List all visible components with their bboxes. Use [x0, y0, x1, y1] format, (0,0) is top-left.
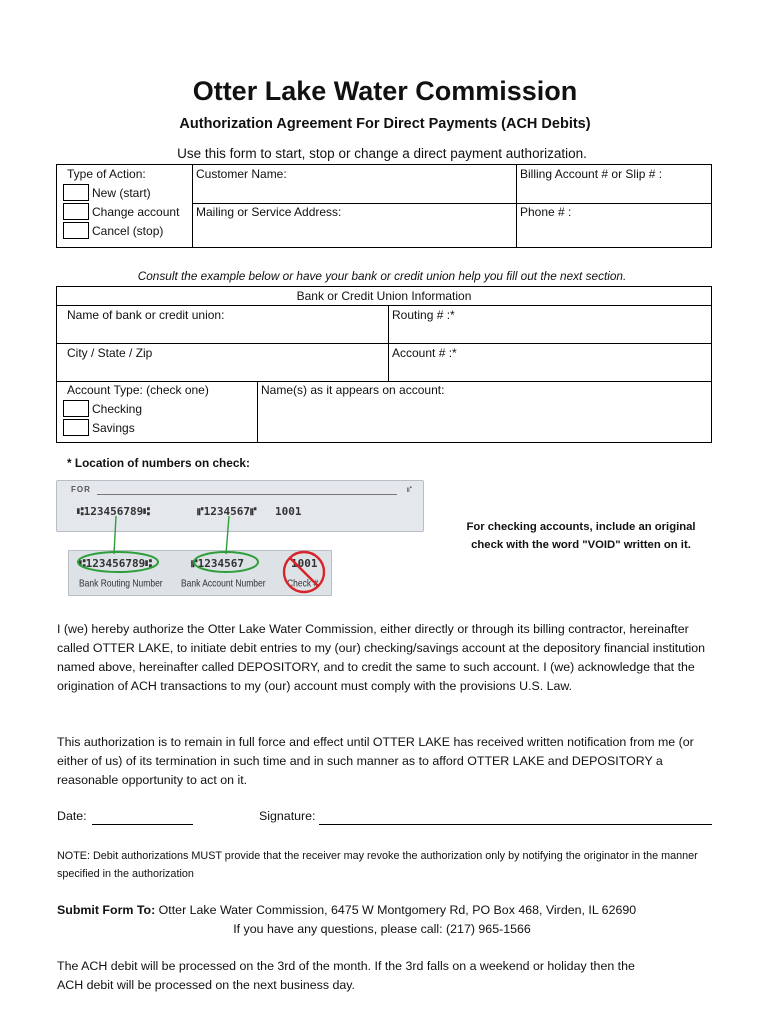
date-label: Date: [57, 809, 87, 823]
check-annotations [56, 480, 424, 602]
check-caption: Check # [287, 577, 319, 589]
authorization-paragraph-2: This authorization is to remain in full force and effect until OTTER LAKE has received written notification from me (or either of us) of its termination in such time and in such manner as to afford OTTER LAKE and DEPOSITORY a reasonable opportunity to act on it. [57, 735, 694, 787]
account-number-field[interactable] [389, 361, 710, 380]
type-of-action-options [63, 183, 179, 240]
option-label: New (start) [92, 185, 151, 200]
zoom-account: ⑈1234567 [191, 557, 244, 570]
mailing-address-label: Mailing or Service Address: [196, 205, 342, 219]
routing-caption: Bank Routing Number [79, 577, 163, 589]
bank-name-label: Name of bank or credit union: [67, 308, 225, 322]
option-label: Change account [92, 204, 180, 219]
debit-note: NOTE: Debit authorizations MUST provide that the receiver may revoke the authorization only by notifying the originator in the manner specified in the authorization [57, 850, 698, 880]
account-type-options [63, 399, 142, 437]
routing-field[interactable] [389, 323, 710, 342]
option-new [63, 183, 179, 202]
new-start-checkbox[interactable] [63, 184, 89, 201]
option-label: Checking [92, 401, 143, 416]
bank-info-heading: Bank or Credit Union Information [296, 289, 472, 303]
account-caption: Bank Account Number [181, 577, 266, 589]
check-number-slash [290, 558, 318, 586]
check-strip-mark: ⑈ [407, 485, 412, 494]
submit-address: Otter Lake Water Commission, 6475 W Montgomery Rd, PO Box 468, Virden, IL 62690 [158, 903, 637, 917]
city-state-zip-label: City / State / Zip [67, 346, 153, 360]
questions-line: If you have any questions, please call: (217) 965-1566 [233, 922, 531, 936]
form-title: Otter Lake Water Commission [192, 76, 578, 106]
checking-checkbox[interactable] [63, 400, 89, 417]
option-savings [63, 418, 142, 437]
account-pointer [226, 516, 229, 554]
phone-field[interactable] [517, 221, 711, 246]
account-type-label: Account Type: (check one) [67, 383, 209, 397]
customer-name-label: Customer Name: [196, 167, 287, 181]
zoom-routing: ⑆123456789⑆ [79, 557, 152, 570]
city-state-zip-field[interactable] [58, 361, 387, 380]
routing-highlight [78, 552, 158, 572]
micr-account: ⑈1234567⑈ [197, 505, 257, 518]
check-for-label: FOR [71, 485, 91, 494]
account-number-label: Account # :* [392, 346, 457, 360]
change-account-checkbox[interactable] [63, 203, 89, 220]
micr-routing: ⑆123456789⑆ [77, 505, 150, 518]
mailing-address-field[interactable] [193, 221, 515, 246]
checking-note [440, 518, 722, 554]
option-checking [63, 399, 142, 418]
billing-account-label: Billing Account # or Slip # : [520, 167, 663, 181]
phone-label: Phone # : [520, 205, 572, 219]
micr-check-number: 1001 [275, 505, 302, 518]
action-customer-table [56, 164, 712, 248]
option-cancel [63, 221, 179, 240]
authorization-paragraph-1: I (we) hereby authorize the Otter Lake Water Commission, either directly or through its billing contractor, hereinafter called OTTER LAKE, to initiate debit entries to my (our) checking/savings account at the depository financial institution named above, hereinafter called DEPOSITORY, and to credit the same to such account. I (we) acknowledge that the origination of ACH transactions to my (our) account must comply with the provisions U.S. Law. [57, 622, 706, 693]
form-subtitle: Authorization Agreement For Direct Payments (ACH Debits) [179, 116, 591, 132]
customer-name-field[interactable] [193, 183, 515, 202]
submit-line [57, 901, 636, 920]
option-label: Savings [92, 420, 135, 435]
bank-name-field[interactable] [58, 323, 387, 342]
account-highlight [194, 552, 258, 572]
signature-label: Signature: [259, 809, 316, 823]
form-instruction: Use this form to start, stop or change a direct payment authorization. [177, 146, 587, 161]
routing-pointer [114, 516, 116, 554]
billing-account-field[interactable] [517, 183, 711, 202]
option-change [63, 202, 179, 221]
check-example-image [56, 480, 424, 602]
checking-note-line1: For checking accounts, include an original [466, 521, 696, 533]
savings-checkbox[interactable] [63, 419, 89, 436]
consult-note: Consult the example below or have your bank or credit union help you fill out the next section. [137, 269, 627, 283]
type-of-action-label: Type of Action: [67, 167, 146, 181]
submit-label: Submit Form To: [57, 903, 156, 917]
date-line[interactable] [92, 824, 193, 825]
cancel-stop-checkbox[interactable] [63, 222, 89, 239]
zoom-check-number: 1001 [291, 557, 318, 570]
account-names-label: Name(s) as it appears on account: [261, 383, 445, 397]
bank-info-table [56, 286, 712, 443]
processing-note: The ACH debit will be processed on the 3rd of the month. If the 3rd falls on a weekend or holiday then the ACH debit will be processed on the next business day. [57, 959, 635, 992]
routing-label: Routing # :* [392, 308, 455, 322]
account-names-field[interactable] [258, 399, 710, 441]
check-location-label: * Location of numbers on check: [67, 456, 250, 470]
checking-note-line2: check with the word "VOID" written on it. [471, 539, 691, 551]
option-label: Cancel (stop) [92, 223, 164, 238]
signature-line[interactable] [319, 824, 712, 825]
